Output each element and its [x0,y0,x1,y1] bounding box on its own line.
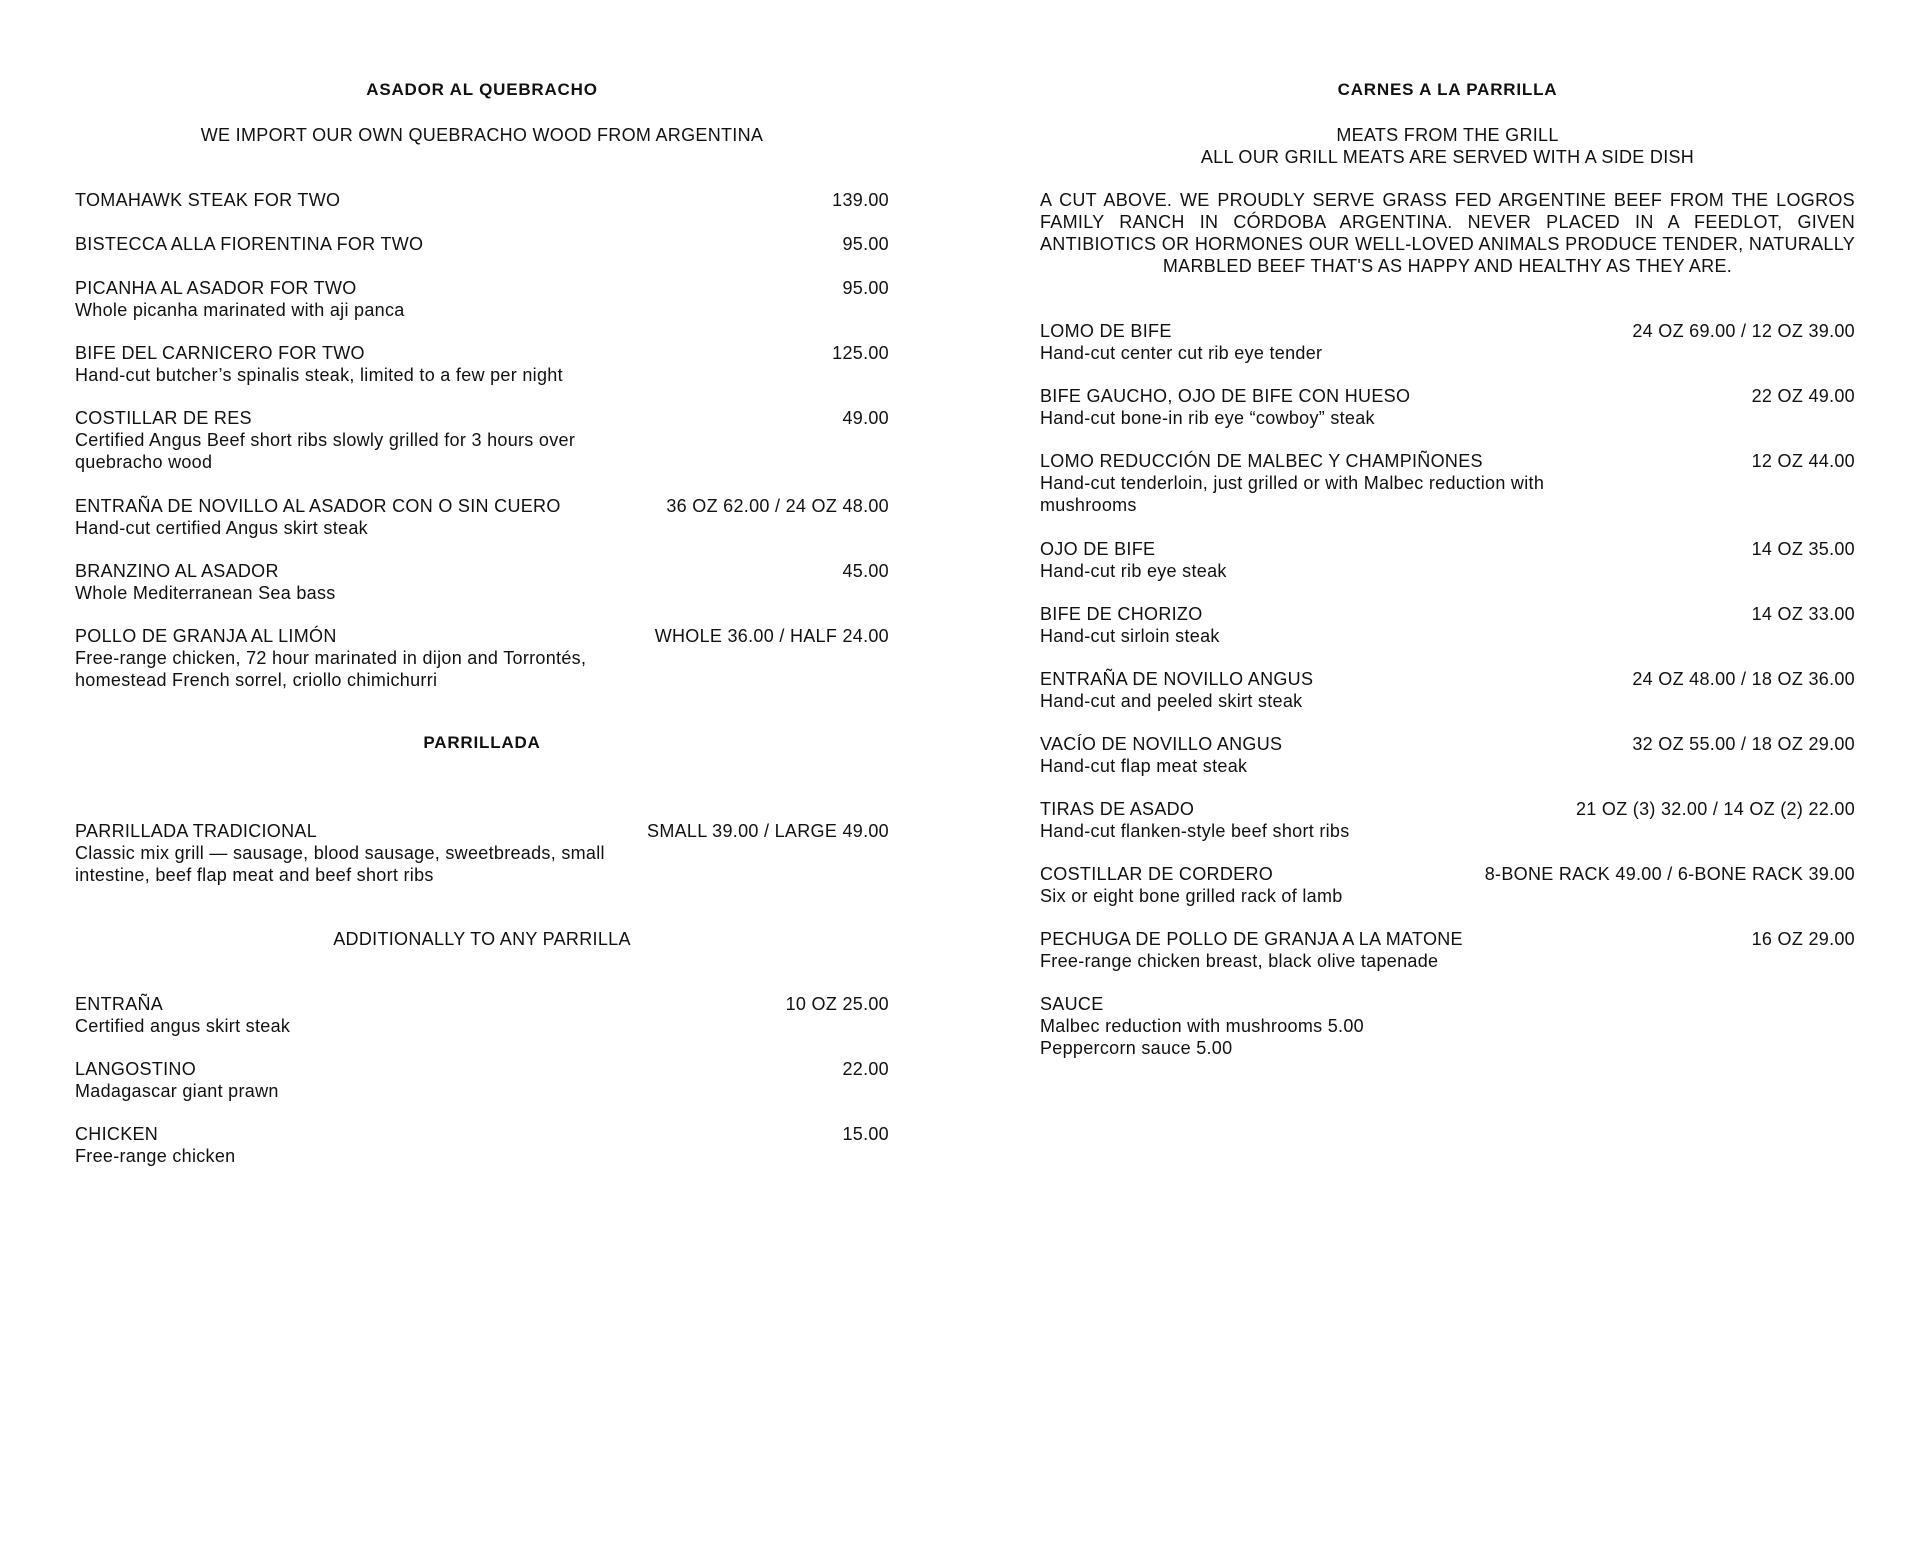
menu-item [1040,450,1855,516]
menu-item [1040,798,1855,842]
sauce-title: SAUCE [1040,994,1104,1014]
menu-item [1040,320,1855,364]
menu-item [1040,928,1855,972]
item-name: BISTECCA ALLA FIORENTINA FOR TWO [75,234,424,254]
item-name: COSTILLAR DE RES [75,408,252,428]
item-price: 22 OZ 49.00 [1751,386,1855,406]
item-name: LOMO DE BIFE [1040,321,1172,341]
menu-item [1040,538,1855,582]
item-name: ENTRAÑA DE NOVILLO AL ASADOR CON O SIN CUERO [75,496,561,516]
item-price: 10 OZ 25.00 [785,994,889,1014]
item-name: BIFE DE CHORIZO [1040,604,1203,624]
item-description: Hand-cut and peeled skirt steak [1040,691,1303,711]
item-price: 8-BONE RACK 49.00 / 6-BONE RACK 39.00 [1484,864,1855,884]
item-description: Classic mix grill — sausage, blood sausage, sweetbreads, small intestine, beef flap meat and beef short ribs [75,843,605,885]
item-price: 24 OZ 69.00 / 12 OZ 39.00 [1632,321,1855,341]
item-description: Hand-cut butcher’s spinalis steak, limited to a few per night [75,365,563,385]
item-price: 16 OZ 29.00 [1751,929,1855,949]
item-price: 12 OZ 44.00 [1751,451,1855,471]
sauce-option-peppercorn: Peppercorn sauce 5.00 [1040,1038,1233,1058]
section-heading-parrillada: PARRILLADA [423,733,541,752]
menu-item [75,342,889,386]
item-name: TOMAHAWK STEAK FOR TWO [75,190,341,210]
item-name: BRANZINO AL ASADOR [75,561,279,581]
item-price: 45.00 [842,561,889,581]
item-description: Free-range chicken [75,1146,236,1166]
sauce-option-malbec: Malbec reduction with mushrooms 5.00 [1040,1016,1364,1036]
item-name: PARRILLADA TRADICIONAL [75,821,318,841]
item-price: 15.00 [842,1124,889,1144]
item-description: Hand-cut center cut rib eye tender [1040,343,1323,363]
item-name: ENTRAÑA [75,994,164,1014]
item-price: 36 OZ 62.00 / 24 OZ 48.00 [666,496,889,516]
item-name: POLLO DE GRANJA AL LIMÓN [75,626,337,646]
item-description: Madagascar giant prawn [75,1081,279,1101]
item-price: 32 OZ 55.00 / 18 OZ 29.00 [1632,734,1855,754]
menu-item [75,820,889,886]
menu-item [75,1123,889,1167]
item-price: 14 OZ 33.00 [1751,604,1855,624]
menu-item [1040,603,1855,647]
item-price: 24 OZ 48.00 / 18 OZ 36.00 [1632,669,1855,689]
item-description: Whole Mediterranean Sea bass [75,583,336,603]
item-price: 14 OZ 35.00 [1751,539,1855,559]
item-name: COSTILLAR DE CORDERO [1040,864,1274,884]
item-price: SMALL 39.00 / LARGE 49.00 [647,821,889,841]
item-price: 95.00 [842,278,889,298]
menu-item [1040,733,1855,777]
item-description: Six or eight bone grilled rack of lamb [1040,886,1343,906]
item-description: Hand-cut tenderloin, just grilled or with Malbec reduction with mushrooms [1040,473,1545,515]
item-description: Free-range chicken breast, black olive tapenade [1040,951,1439,971]
section-subheading-line1: MEATS FROM THE GRILL [1336,125,1559,145]
section-heading-additionally: ADDITIONALLY TO ANY PARRILLA [333,929,631,949]
item-name: TIRAS DE ASADO [1040,799,1195,819]
item-price: 125.00 [832,343,889,363]
item-name: PICANHA AL ASADOR FOR TWO [75,278,357,298]
item-price: 22.00 [842,1059,889,1079]
item-description: Hand-cut certified Angus skirt steak [75,518,368,538]
menu-item [75,233,889,255]
menu-item [75,277,889,321]
item-name: ENTRAÑA DE NOVILLO ANGUS [1040,669,1314,689]
menu-item [75,560,889,604]
section-heading-carnes: CARNES A LA PARRILLA [1337,80,1558,99]
menu-item [1040,668,1855,712]
item-description: Certified Angus Beef short ribs slowly grilled for 3 hours over quebracho wood [75,430,576,472]
item-description: Hand-cut sirloin steak [1040,626,1220,646]
item-description: Hand-cut flanken-style beef short ribs [1040,821,1350,841]
item-price: WHOLE 36.00 / HALF 24.00 [654,626,889,646]
intro-paragraph: A CUT ABOVE. WE PROUDLY SERVE GRASS FED ARGENTINE BEEF FROM THE LOGROS FAMILY RANCH IN CÓRDOBA ARGENTINA. NEVER PLACED IN A FEEDLOT, GIVEN ANTIBIOTICS OR HORMONES OUR WELL-LOVED ANIMALS PRODUCE TENDER, NATURALLY MARBLED BEEF THAT'S AS HAPPY AND HEALTHY AS THEY ARE. [1040,190,1855,276]
menu-item [1040,863,1855,907]
item-description: Free-range chicken, 72 hour marinated in dijon and Torrontés, homestead French sorrel, criollo chimichurri [75,648,587,690]
sauce-block [1040,993,1855,1059]
item-description: Hand-cut bone-in rib eye “cowboy” steak [1040,408,1375,428]
item-name: BIFE GAUCHO, OJO DE BIFE CON HUESO [1040,386,1411,406]
item-description: Hand-cut rib eye steak [1040,561,1227,581]
menu-item [75,625,889,691]
item-price: 139.00 [832,190,889,210]
menu-item [75,495,889,539]
item-price: 21 OZ (3) 32.00 / 14 OZ (2) 22.00 [1575,799,1855,819]
menu-item [75,993,889,1037]
item-price: 95.00 [842,234,889,254]
menu-item [75,407,889,473]
item-price: 49.00 [842,408,889,428]
section-heading-asador: ASADOR AL QUEBRACHO [366,80,598,99]
item-name: VACÍO DE NOVILLO ANGUS [1040,734,1283,754]
item-description: Certified angus skirt steak [75,1016,291,1036]
item-name: LOMO REDUCCIÓN DE MALBEC Y CHAMPIÑONES [1040,451,1483,471]
item-description: Hand-cut flap meat steak [1040,756,1248,776]
section-subheading-asador: WE IMPORT OUR OWN QUEBRACHO WOOD FROM ARGENTINA [200,125,764,145]
item-name: PECHUGA DE POLLO DE GRANJA A LA MATONE [1040,929,1463,949]
menu-item [75,1058,889,1102]
item-name: CHICKEN [75,1124,159,1144]
item-name: BIFE DEL CARNICERO FOR TWO [75,343,365,363]
item-name: LANGOSTINO [75,1059,197,1079]
menu-item [1040,385,1855,429]
menu-item [75,189,889,211]
item-name: OJO DE BIFE [1040,539,1156,559]
item-description: Whole picanha marinated with aji panca [75,300,405,320]
section-subheading-line2: ALL OUR GRILL MEATS ARE SERVED WITH A SIDE DISH [1200,147,1695,167]
